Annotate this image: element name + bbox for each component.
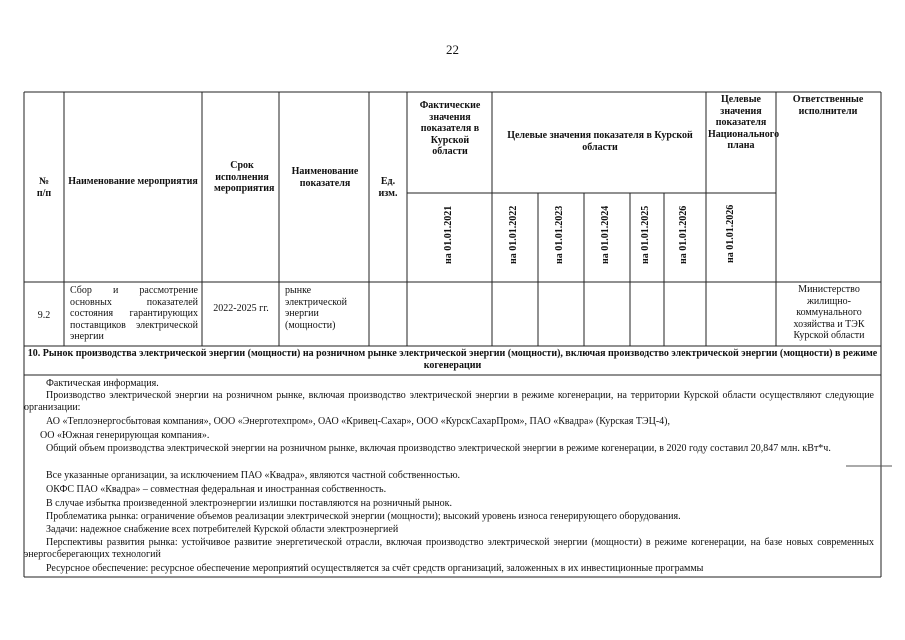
header-target-region: Целевые значения показателя в Курской области xyxy=(507,130,693,153)
date-header-national-2026: на 01.01.2026 xyxy=(725,204,736,264)
page-number: 22 xyxy=(446,42,459,57)
header-num: № п/п xyxy=(36,176,52,199)
date-header-2025: на 01.01.2025 xyxy=(640,206,651,265)
fact-line-9: Проблематика рынка: ограничение объемов реализации электрической энергии (мощности); высокий уровень износа генерирующего оборудования. xyxy=(46,511,681,522)
header-indicator: Наименование показателя xyxy=(291,166,359,189)
date-header-2024: на 01.01.2024 xyxy=(600,206,611,265)
fact-line-1: Фактическая информация. xyxy=(46,378,159,389)
fact-line-2: Производство электрической энергии на розничном рынке, включая производство электрической энергии в режиме когенерации, на территории Курской области осуществляют следующие организации: xyxy=(24,390,874,413)
section-title: 10. Рынок производства электрической энергии (мощности) на розничном рынке электрической энергии (мощности), включая производство электрической энергии (мощности) в режиме когенерации xyxy=(27,348,878,371)
header-actual: Фактические значения показателя в Курской области xyxy=(419,100,481,157)
header-event-name: Наименование мероприятия xyxy=(68,176,198,187)
row-event: Сбор и рассмотрение основных показателей состояния гарантирующих поставщиков электрической энергии xyxy=(70,285,198,342)
fact-line-5: Общий объем производства электрической энергии на розничном рынке, включая производство электрической энергии в режиме когенерации, в 2020 году составил 20,847 млн. кВт*ч. xyxy=(46,443,831,454)
fact-line-3: АО «Теплоэнергосбытовая компания», ООО «Энерготехпром», ОАО «Кривец-Сахар», ООО «КурскСахарПром», ПАО «Квадра» (Курская ТЭЦ-4), xyxy=(46,416,670,427)
header-unit: Ед. изм. xyxy=(378,176,398,199)
row-indicator: рынке электрической энергии (мощности) xyxy=(285,285,347,331)
row-deadline: 2022-2025 гг. xyxy=(213,303,269,314)
fact-line-12: Ресурсное обеспечение: ресурсное обеспечение мероприятий осуществляется за счёт средств организаций, заложенных в их инвестиционные программы xyxy=(46,563,704,574)
row-responsible: Министерство жилищно-коммунального хозяйства и ТЭК Курской области xyxy=(793,284,865,341)
fact-line-11: Перспективы развития рынка: устойчивое развитие энергетической отрасли, включая производство электрической энергии (мощности) в режиме когенерации, на базе новых современных энергосберегающих технологий xyxy=(24,537,874,560)
fact-line-10: Задачи: надежное снабжение всех потребителей Курской области электроэнергией xyxy=(46,524,399,535)
date-header-2021: на 01.01.2021 xyxy=(443,206,454,265)
date-header-2026: на 01.01.2026 xyxy=(678,206,689,265)
fact-line-6: Все указанные организации, за исключением ПАО «Квадра», являются частной собственностью. xyxy=(46,470,461,481)
header-target-national: Целевые значения показателя Национального плана xyxy=(708,94,780,151)
fact-line-8: В случае избытка произведенной электроэнергии излишки поставляются на розничный рынок. xyxy=(46,498,452,509)
header-responsible: Ответственные исполнители xyxy=(792,94,864,117)
row-num: 9.2 xyxy=(37,310,51,321)
date-header-2022: на 01.01.2022 xyxy=(508,206,519,265)
fact-line-7: ОКФС ПАО «Квадра» – совместная федеральная и иностранная собственность. xyxy=(46,484,387,495)
fact-line-4: ОО «Южная генерирующая компания». xyxy=(40,430,210,441)
header-deadline: Срок исполнения мероприятия xyxy=(214,160,275,194)
date-header-2023: на 01.01.2023 xyxy=(554,206,565,265)
